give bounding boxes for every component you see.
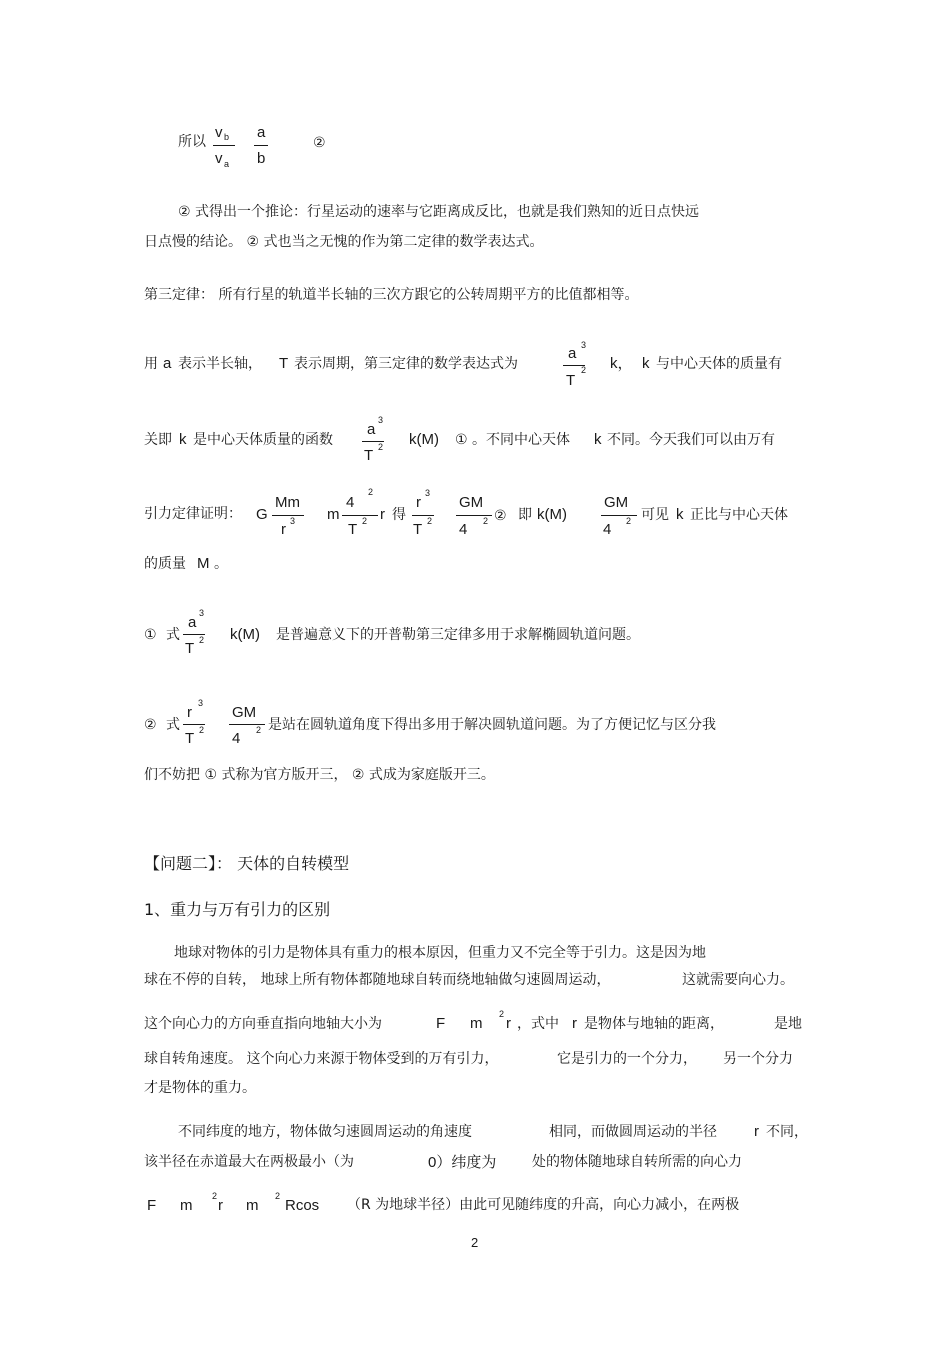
- sup: 2: [368, 487, 374, 497]
- frac-num: a: [367, 421, 376, 438]
- text: 用: [144, 356, 158, 372]
- sup: 3: [199, 608, 205, 618]
- text: 正比与中心天体: [690, 507, 788, 523]
- math: r: [754, 1123, 759, 1140]
- text: 不同。今天我们可以由万有: [607, 432, 775, 448]
- frac-num: 4: [346, 494, 355, 511]
- sup: 2: [499, 1009, 505, 1019]
- math: k: [676, 506, 684, 523]
- section-title: 【问题二】： 天体的自转模型: [144, 854, 350, 873]
- sup: 2: [427, 516, 433, 526]
- fraction-bar: [342, 515, 378, 516]
- para-line: 这就需要向心力。: [682, 972, 794, 988]
- frac-num: GM: [604, 494, 629, 511]
- para-line: 另一个分力: [723, 1051, 793, 1067]
- frac-num: Mm: [275, 494, 300, 511]
- frac-den: T: [364, 447, 374, 464]
- text: 0）纬度为: [428, 1154, 497, 1171]
- sup: 3: [198, 698, 204, 708]
- math: m: [246, 1197, 259, 1214]
- math: k(M): [409, 431, 439, 448]
- page-number: 2: [471, 1235, 479, 1250]
- text: 关即: [144, 432, 172, 448]
- subsection-title: 1、重力与万有引力的区别: [144, 900, 331, 919]
- sup: 3: [425, 488, 431, 498]
- frac-num: r: [187, 704, 192, 721]
- math: F: [436, 1015, 446, 1032]
- text: 是地: [774, 1016, 802, 1032]
- frac-num: r: [416, 494, 421, 511]
- text: 不同，: [766, 1124, 808, 1140]
- frac-num: GM: [459, 494, 484, 511]
- math-va-sub: a: [224, 159, 230, 169]
- text: 与中心天体的质量有: [656, 356, 782, 372]
- para-line: 处的物体随地球自转所需的向心力: [532, 1154, 742, 1170]
- sup: 2: [199, 635, 205, 645]
- third-law-line: 第三定律： 所有行星的轨道半长轴的三次方跟它的公转周期平方的比值都相等。: [144, 287, 639, 303]
- math-b: b: [257, 150, 266, 167]
- math: r: [380, 506, 385, 523]
- math-a: a: [257, 124, 266, 141]
- math: M: [197, 555, 210, 572]
- fraction-bar: [601, 515, 637, 516]
- fraction-bar: [272, 515, 304, 516]
- text: 式: [166, 627, 180, 643]
- para-line: ② 式得出一个推论：行星运动的速率与它距离成反比，也就是我们熟知的近日点快远: [178, 204, 699, 220]
- para-line: 相同，而做圆周运动的半径: [549, 1124, 717, 1140]
- frac-den-sup: 2: [581, 365, 587, 375]
- text: 表示周期，第三定律的数学表达式为: [294, 356, 518, 372]
- para-line: （R 为地球半径）由此可见随纬度的升高，向心力减小，在两极: [347, 1197, 740, 1213]
- frac-den: 4: [603, 521, 612, 538]
- text: 即: [518, 507, 532, 523]
- frac-den: T: [413, 521, 423, 538]
- text: 是中心天体质量的函数: [193, 432, 333, 448]
- math: r: [506, 1015, 511, 1032]
- text: 式: [166, 717, 180, 733]
- math: F: [147, 1197, 157, 1214]
- frac-num: a: [568, 345, 577, 362]
- sup: 2: [199, 725, 205, 735]
- math: a: [163, 355, 172, 372]
- sup: 2: [362, 516, 368, 526]
- math: k: [642, 355, 650, 372]
- text: ，式中: [517, 1016, 559, 1032]
- text: 可见: [641, 507, 669, 523]
- sup: 2: [256, 725, 262, 735]
- eq-label-1: ①: [144, 627, 157, 643]
- sup: 2: [275, 1191, 281, 1201]
- math: T: [279, 355, 289, 372]
- frac-num: GM: [232, 704, 257, 721]
- sup: 2: [483, 516, 489, 526]
- math-vb-sub: b: [224, 132, 230, 142]
- frac-num: a: [188, 614, 197, 631]
- math: k: [179, 431, 187, 448]
- math: G: [256, 506, 268, 523]
- frac-den: T: [348, 521, 358, 538]
- para-line: 球自转角速度。 这个向心力来源于物体受到的万有引力，: [144, 1051, 499, 1067]
- text-suoyi: 所以: [178, 134, 206, 150]
- para-line: 地球对物体的引力是物体具有重力的根本原因，但重力又不完全等于引力。这是因为地: [174, 945, 706, 961]
- frac-den: 4: [232, 730, 241, 747]
- para-line: 才是物体的重力。: [144, 1080, 256, 1096]
- frac-den-sup: 2: [378, 442, 384, 452]
- sup: 2: [626, 516, 632, 526]
- para-line: 不同纬度的地方，物体做匀速圆周运动的角速度: [178, 1124, 472, 1140]
- text: 是普遍意义下的开普勒第三定律多用于求解椭圆轨道问题。: [276, 627, 640, 643]
- eq-label-2: ②: [494, 508, 507, 524]
- math: k(M): [230, 626, 260, 643]
- text: 这个向心力的方向垂直指向地轴大小为: [144, 1016, 382, 1032]
- math: k，: [610, 355, 633, 372]
- math-va: v: [215, 150, 223, 167]
- text: 是物体与地轴的距离，: [584, 1016, 724, 1032]
- math: r: [218, 1197, 223, 1214]
- math: m: [327, 506, 340, 523]
- para-line: 球在不停的自转， 地球上所有物体都随地球自转而绕地轴做匀速圆周运动，: [144, 972, 611, 988]
- fraction-bar: [254, 145, 268, 146]
- frac-num-sup: 3: [378, 415, 384, 425]
- eq-label-2: ②: [144, 717, 157, 733]
- math: k(M): [537, 506, 567, 523]
- frac-den: 4: [459, 521, 468, 538]
- math: m: [470, 1015, 483, 1032]
- math: r: [572, 1015, 577, 1032]
- para-line: 它是引力的一个分力，: [557, 1051, 697, 1067]
- frac-den: T: [566, 372, 576, 389]
- sup: 3: [290, 516, 296, 526]
- text: ① 。不同中心天体: [455, 432, 571, 448]
- frac-den: T: [185, 640, 195, 657]
- para-line: 该半径在赤道最大在两极最小（为: [144, 1154, 354, 1170]
- math: k: [594, 431, 602, 448]
- eq-label-2: ②: [313, 135, 326, 151]
- text: 引力定律证明：: [144, 506, 242, 522]
- text: 。: [214, 556, 228, 572]
- text: 是站在圆轨道角度下得出多用于解决圆轨道问题。为了方便记忆与区分我: [268, 717, 716, 733]
- frac-den: T: [185, 730, 195, 747]
- text: 得: [392, 507, 406, 523]
- text: 的质量: [144, 556, 186, 572]
- text: 表示半长轴，: [178, 356, 262, 372]
- para-line: 们不妨把 ① 式称为官方版开三， ② 式成为家庭版开三。: [144, 767, 495, 783]
- math: m: [180, 1197, 193, 1214]
- frac-den: r: [281, 521, 286, 538]
- fraction-bar: [213, 145, 235, 146]
- para-line: 日点慢的结论。 ② 式也当之无愧的作为第二定律的数学表达式。: [144, 234, 544, 250]
- sup: 2: [212, 1191, 218, 1201]
- math-vb: v: [215, 124, 223, 141]
- math: Rcos: [285, 1197, 320, 1214]
- frac-num-sup: 3: [581, 340, 587, 350]
